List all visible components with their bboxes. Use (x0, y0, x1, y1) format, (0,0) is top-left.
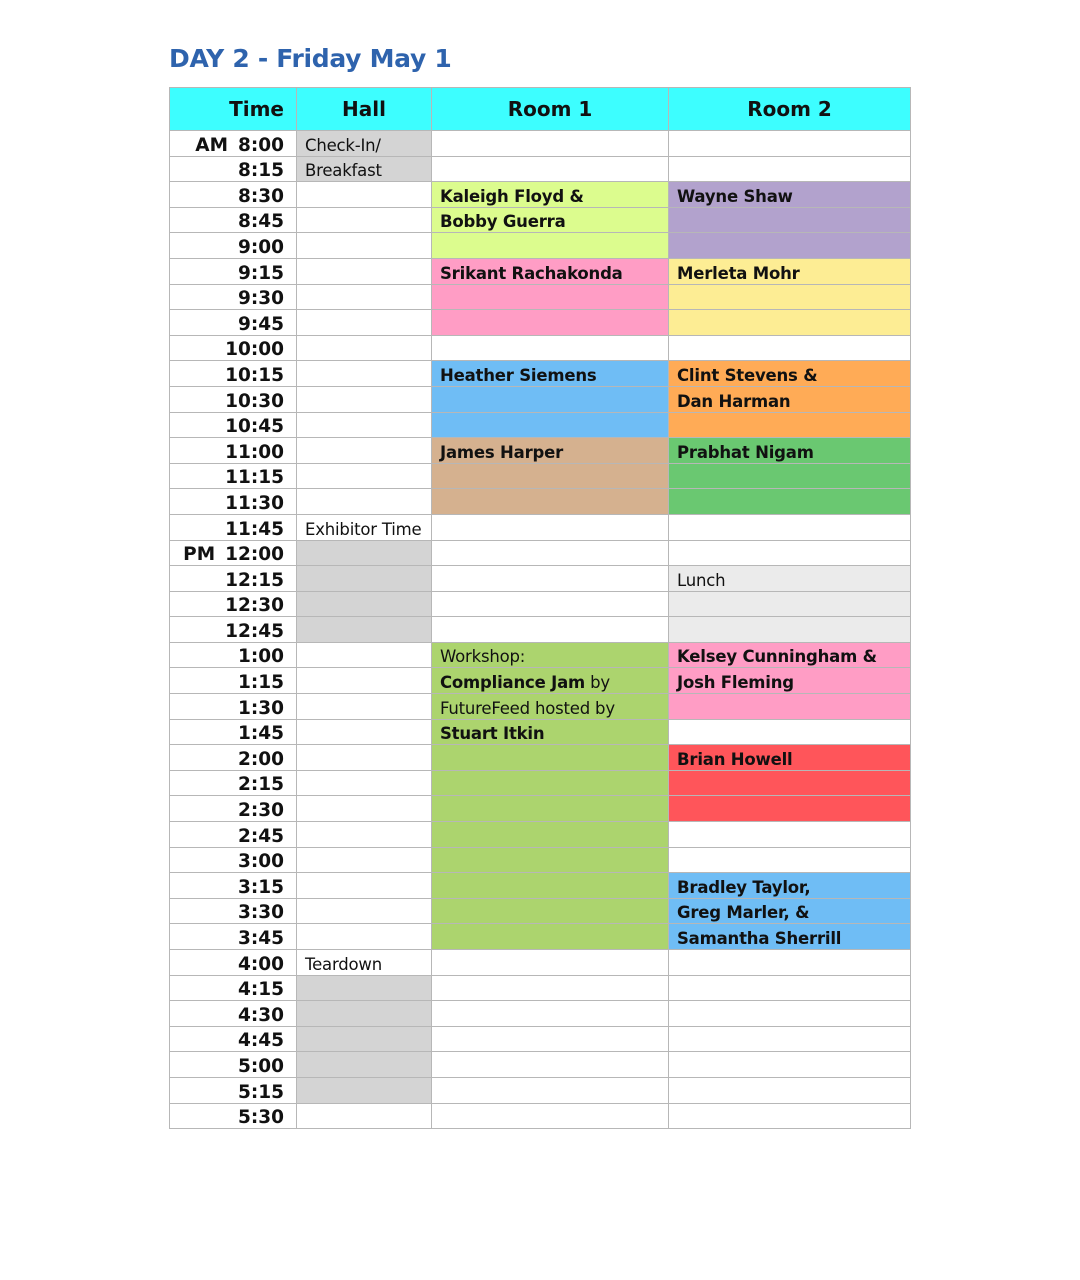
hall-cell (297, 719, 432, 745)
room-1-cell (432, 258, 669, 284)
time-label: 9:00 (237, 236, 284, 258)
time-cell (170, 770, 297, 796)
hall-cell (297, 770, 432, 796)
room-2-cell (669, 694, 911, 720)
room-1-cell (432, 822, 669, 848)
time-cell (170, 156, 297, 182)
event-label: Check-In/ (305, 135, 381, 155)
hall-cell (297, 438, 432, 464)
time-cell (170, 540, 297, 566)
event-label: Greg Marler, & (677, 903, 810, 923)
time-cell (170, 898, 297, 924)
room-2-cell (669, 438, 911, 464)
time-label: 4:30 (237, 1004, 284, 1026)
table-row (170, 514, 911, 540)
table-row (170, 1001, 911, 1027)
room-2-cell (669, 310, 911, 336)
room-1-cell (432, 847, 669, 873)
time-cell (170, 131, 297, 157)
event-label: Breakfast (305, 161, 382, 181)
time-label: 1:15 (237, 672, 284, 694)
table-row (170, 284, 911, 310)
table-row (170, 719, 911, 745)
ampm-label: PM (183, 544, 216, 566)
time-cell (170, 1052, 297, 1078)
event-label: Dan Harman (677, 391, 791, 411)
table-row (170, 386, 911, 412)
hall-cell (297, 156, 432, 182)
time-label: 5:00 (237, 1055, 284, 1077)
table-row (170, 438, 911, 464)
table-row (170, 1026, 911, 1052)
table-row (170, 131, 911, 157)
hall-cell (297, 489, 432, 515)
room-2-cell (669, 233, 911, 259)
time-label: 1:30 (237, 697, 284, 719)
room-2-cell (669, 361, 911, 387)
event-label: Lunch (677, 570, 726, 590)
time-cell (170, 566, 297, 592)
page-title: DAY 2 - Friday May 1 (169, 44, 452, 73)
room-1-cell (432, 156, 669, 182)
hall-cell (297, 1052, 432, 1078)
time-label: 2:30 (237, 800, 284, 822)
hall-cell (297, 924, 432, 950)
table-row (170, 694, 911, 720)
room-1-cell (432, 591, 669, 617)
table-row (170, 591, 911, 617)
room-2-cell (669, 182, 911, 208)
event-label: James Harper (440, 442, 564, 462)
time-cell (170, 591, 297, 617)
hall-cell (297, 617, 432, 643)
room-2-cell (669, 489, 911, 515)
event-label: FutureFeed hosted by (440, 698, 615, 718)
event-label-suffix: by (585, 673, 610, 693)
event-label: Prabhat Nigam (677, 442, 814, 462)
room-2-cell (669, 950, 911, 976)
hall-cell (297, 1026, 432, 1052)
event-label: Compliance Jam (440, 673, 586, 693)
room-2-cell (669, 386, 911, 412)
event-label: Kelsey Cunningham & (677, 647, 877, 667)
hall-cell (297, 131, 432, 157)
hall-cell (297, 258, 432, 284)
room-2-cell (669, 924, 911, 950)
time-cell (170, 694, 297, 720)
time-label: 1:45 (237, 723, 284, 745)
header-room-1: Room 1 (432, 88, 669, 131)
time-cell (170, 796, 297, 822)
time-cell (170, 284, 297, 310)
table-row (170, 617, 911, 643)
time-label: 8:45 (237, 211, 284, 233)
room-2-cell (669, 284, 911, 310)
room-1-cell (432, 207, 669, 233)
table-row (170, 873, 911, 899)
room-1-cell (432, 950, 669, 976)
table-row (170, 156, 911, 182)
event-label: Stuart Itkin (440, 724, 545, 744)
time-label: 1:00 (237, 646, 284, 668)
table-row (170, 745, 911, 771)
room-1-cell (432, 1026, 669, 1052)
room-1-cell (432, 463, 669, 489)
room-1-cell (432, 514, 669, 540)
room-2-cell (669, 258, 911, 284)
room-2-cell (669, 822, 911, 848)
time-label: 10:30 (225, 390, 284, 412)
room-2-cell (669, 1001, 911, 1027)
room-2-cell (669, 847, 911, 873)
hall-cell (297, 1077, 432, 1103)
room-1-cell (432, 770, 669, 796)
time-label: 11:00 (225, 441, 284, 463)
room-1-cell (432, 310, 669, 336)
time-label: 9:15 (237, 262, 284, 284)
time-label: 10:45 (225, 416, 284, 438)
event-label: Samantha Sherrill (677, 929, 842, 948)
time-label: 2:45 (237, 825, 284, 847)
table-row (170, 233, 911, 259)
table-row (170, 770, 911, 796)
room-2-cell (669, 335, 911, 361)
time-cell (170, 1026, 297, 1052)
time-label: 12:15 (225, 569, 284, 591)
time-label: 12:00 (225, 544, 284, 566)
time-label: 4:45 (237, 1030, 284, 1052)
time-label: 11:30 (225, 492, 284, 514)
time-cell (170, 642, 297, 668)
room-1-cell (432, 131, 669, 157)
table-row (170, 668, 911, 694)
time-cell (170, 489, 297, 515)
room-1-cell (432, 617, 669, 643)
time-cell (170, 719, 297, 745)
hall-cell (297, 873, 432, 899)
room-2-cell (669, 642, 911, 668)
time-label: 12:45 (225, 620, 284, 642)
room-2-cell (669, 1103, 911, 1129)
room-1-cell (432, 489, 669, 515)
time-cell (170, 1103, 297, 1129)
time-label: 10:15 (225, 364, 284, 386)
event-label: Bradley Taylor, (677, 877, 811, 897)
event-label: Wayne Shaw (677, 186, 793, 206)
hall-cell (297, 642, 432, 668)
time-cell (170, 310, 297, 336)
time-cell (170, 975, 297, 1001)
room-1-cell (432, 361, 669, 387)
hall-cell (297, 591, 432, 617)
room-1-cell (432, 284, 669, 310)
room-2-cell (669, 412, 911, 438)
event-label: Josh Fleming (677, 673, 794, 693)
table-row (170, 1103, 911, 1129)
time-cell (170, 182, 297, 208)
table-row (170, 361, 911, 387)
time-cell (170, 924, 297, 950)
table-row (170, 412, 911, 438)
table-row (170, 207, 911, 233)
hall-cell (297, 694, 432, 720)
hall-cell (297, 975, 432, 1001)
event-label: Brian Howell (677, 749, 793, 769)
time-label: 11:45 (225, 518, 284, 540)
event-label: Clint Stevens & (677, 365, 818, 385)
time-cell (170, 950, 297, 976)
time-label: 3:00 (237, 851, 284, 873)
time-label: 5:30 (237, 1107, 284, 1129)
table-row (170, 463, 911, 489)
hall-cell (297, 1103, 432, 1129)
event-label: Srikant Rachakonda (440, 263, 623, 283)
hall-cell (297, 950, 432, 976)
time-label: 12:30 (225, 595, 284, 617)
hall-cell (297, 335, 432, 361)
time-label: 2:15 (237, 774, 284, 796)
hall-cell (297, 668, 432, 694)
room-2-cell (669, 796, 911, 822)
room-2-cell (669, 540, 911, 566)
time-label: 4:00 (237, 953, 284, 975)
hall-cell (297, 310, 432, 336)
time-cell (170, 745, 297, 771)
time-label: 11:15 (225, 467, 284, 489)
time-cell (170, 873, 297, 899)
time-label: 8:15 (237, 160, 284, 182)
event-label: Workshop: (440, 647, 526, 667)
hall-cell (297, 284, 432, 310)
header-row (170, 88, 911, 131)
hall-cell (297, 540, 432, 566)
time-label: 8:30 (237, 185, 284, 207)
room-1-cell (432, 668, 669, 694)
table-row (170, 924, 911, 950)
room-2-cell (669, 898, 911, 924)
time-cell (170, 1077, 297, 1103)
time-label: 3:45 (237, 928, 284, 949)
room-1-cell (432, 540, 669, 566)
time-cell (170, 258, 297, 284)
table-row (170, 975, 911, 1001)
table-row (170, 642, 911, 668)
room-1-cell (432, 386, 669, 412)
time-label: 3:15 (237, 876, 284, 898)
event-label: Heather Siemens (440, 365, 597, 385)
hall-cell (297, 847, 432, 873)
event-label: Exhibitor Time (305, 519, 422, 539)
hall-cell (297, 514, 432, 540)
time-cell (170, 668, 297, 694)
time-label: 9:30 (237, 288, 284, 310)
time-cell (170, 822, 297, 848)
time-cell (170, 617, 297, 643)
time-cell (170, 335, 297, 361)
room-2-cell (669, 873, 911, 899)
time-label: 8:00 (237, 134, 284, 156)
hall-cell (297, 796, 432, 822)
room-2-cell (669, 207, 911, 233)
hall-cell (297, 1001, 432, 1027)
room-1-cell (432, 719, 669, 745)
room-1-cell (432, 1001, 669, 1027)
header-hall: Hall (297, 88, 432, 131)
time-cell (170, 847, 297, 873)
event-label: Kaleigh Floyd & (440, 186, 584, 206)
time-cell (170, 1001, 297, 1027)
room-1-cell (432, 642, 669, 668)
room-2-cell (669, 1026, 911, 1052)
room-1-cell (432, 796, 669, 822)
hall-cell (297, 463, 432, 489)
table-row (170, 335, 911, 361)
time-label: 4:15 (237, 979, 284, 1001)
schedule-table (169, 87, 911, 1129)
event-label: Bobby Guerra (440, 212, 566, 232)
room-1-cell (432, 566, 669, 592)
hall-cell (297, 745, 432, 771)
room-1-cell (432, 438, 669, 464)
room-1-cell (432, 1103, 669, 1129)
room-1-cell (432, 694, 669, 720)
time-cell (170, 463, 297, 489)
room-2-cell (669, 617, 911, 643)
time-label: 3:30 (237, 902, 284, 924)
room-1-cell (432, 335, 669, 361)
room-2-cell (669, 566, 911, 592)
hall-cell (297, 566, 432, 592)
hall-cell (297, 182, 432, 208)
room-2-cell (669, 156, 911, 182)
room-2-cell (669, 668, 911, 694)
table-row (170, 540, 911, 566)
table-row (170, 489, 911, 515)
time-label: 2:00 (237, 748, 284, 770)
room-1-cell (432, 873, 669, 899)
hall-cell (297, 207, 432, 233)
table-row (170, 822, 911, 848)
ampm-label: AM (195, 134, 228, 156)
table-row (170, 182, 911, 208)
table-row (170, 310, 911, 336)
room-1-cell (432, 745, 669, 771)
room-2-cell (669, 770, 911, 796)
time-label: 5:15 (237, 1081, 284, 1103)
room-2-cell (669, 745, 911, 771)
room-2-cell (669, 719, 911, 745)
room-1-cell (432, 182, 669, 208)
event-label: Teardown (305, 954, 382, 974)
time-label: 10:00 (225, 339, 284, 361)
table-row (170, 566, 911, 592)
time-cell (170, 386, 297, 412)
room-1-cell (432, 924, 669, 950)
time-cell (170, 412, 297, 438)
table-row (170, 847, 911, 873)
time-cell (170, 233, 297, 259)
hall-cell (297, 386, 432, 412)
room-2-cell (669, 975, 911, 1001)
room-1-cell (432, 898, 669, 924)
room-1-cell (432, 1077, 669, 1103)
time-cell (170, 361, 297, 387)
room-1-cell (432, 412, 669, 438)
room-2-cell (669, 131, 911, 157)
table-row (170, 898, 911, 924)
room-2-cell (669, 1052, 911, 1078)
room-2-cell (669, 514, 911, 540)
room-2-cell (669, 463, 911, 489)
table-row (170, 950, 911, 976)
hall-cell (297, 412, 432, 438)
room-1-cell (432, 233, 669, 259)
table-row (170, 796, 911, 822)
time-cell (170, 438, 297, 464)
header-time: Time (170, 88, 297, 131)
time-label: 9:45 (237, 313, 284, 335)
hall-cell (297, 233, 432, 259)
hall-cell (297, 822, 432, 848)
hall-cell (297, 898, 432, 924)
room-2-cell (669, 591, 911, 617)
header-room-2: Room 2 (669, 88, 911, 131)
time-cell (170, 207, 297, 233)
time-cell (170, 514, 297, 540)
hall-cell (297, 361, 432, 387)
table-row (170, 1077, 911, 1103)
event-label: Merleta Mohr (677, 263, 800, 283)
room-1-cell (432, 975, 669, 1001)
table-row (170, 258, 911, 284)
room-1-cell (432, 1052, 669, 1078)
table-row (170, 1052, 911, 1078)
room-2-cell (669, 1077, 911, 1103)
